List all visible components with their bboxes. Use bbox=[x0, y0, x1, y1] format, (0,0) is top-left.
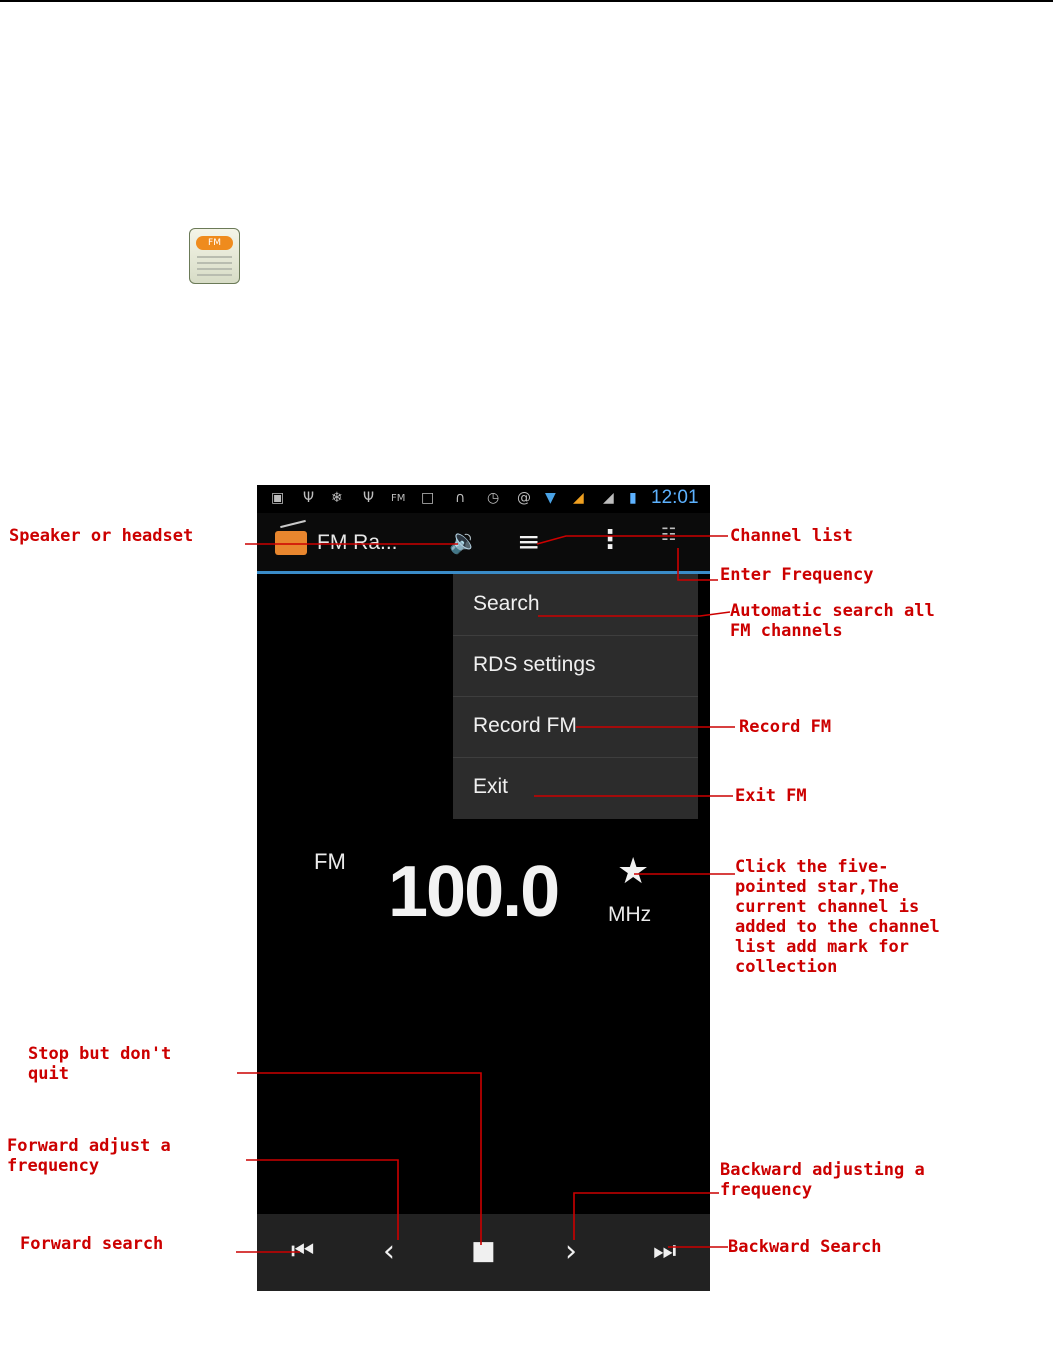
menu-item-label: Exit bbox=[473, 775, 509, 798]
app-icon-line bbox=[197, 256, 232, 258]
annotation-exit: Exit FM bbox=[735, 786, 807, 806]
headphones-icon: ∩ bbox=[455, 490, 466, 506]
wifi-icon: ▼ bbox=[545, 490, 556, 506]
menu-item-record-fm[interactable] bbox=[453, 696, 698, 758]
annotation-forward-search: Forward search bbox=[20, 1234, 164, 1254]
status-bar bbox=[257, 485, 710, 513]
notification-icon: ▣ bbox=[271, 490, 285, 506]
app-icon-label: FM bbox=[196, 236, 233, 250]
fm-status-icon: FM bbox=[391, 493, 406, 504]
menu-item-label: RDS settings bbox=[473, 653, 596, 676]
control-bar bbox=[257, 1214, 710, 1291]
app-icon-line bbox=[197, 274, 232, 276]
menu-item-exit[interactable] bbox=[453, 757, 698, 818]
menu-item-label: Record FM bbox=[473, 714, 577, 737]
sim-icon: □ bbox=[421, 490, 435, 506]
menu-item-label: Search bbox=[473, 592, 540, 615]
band-label: FM bbox=[314, 849, 346, 874]
android-debug-icon: ❄ bbox=[331, 490, 343, 506]
app-icon-line bbox=[197, 262, 232, 264]
menu-item-rds-settings[interactable] bbox=[453, 635, 698, 697]
annotation-backward-adjust: Backward adjusting a frequency bbox=[720, 1160, 925, 1200]
signal-icon: ◢ bbox=[603, 490, 614, 506]
star-icon[interactable]: ★ bbox=[617, 851, 650, 892]
fm-radio-app-icon[interactable] bbox=[189, 228, 240, 284]
battery-icon: ▮ bbox=[629, 490, 637, 506]
overflow-menu bbox=[453, 574, 698, 819]
annotation-star: Click the five- pointed star,The current channel is added to the channel list add mark for collection bbox=[735, 857, 940, 977]
sync-icon: @ bbox=[517, 490, 531, 506]
usb-icon: Ψ bbox=[363, 490, 375, 506]
skip-back-icon[interactable]: ⏮ bbox=[291, 1236, 315, 1266]
annotation-forward-adjust: Forward adjust a frequency bbox=[7, 1136, 171, 1176]
enter-frequency-icon[interactable]: ☷ bbox=[661, 525, 677, 545]
frequency-display: 100.0 bbox=[388, 852, 559, 932]
skip-forward-icon[interactable]: ⏭ bbox=[653, 1236, 677, 1266]
annotation-backward-search: Backward Search bbox=[728, 1237, 882, 1257]
signal-icon: ◢ bbox=[573, 490, 584, 506]
annotation-enter-frequency: Enter Frequency bbox=[720, 565, 874, 585]
annotation-stop: Stop but don't quit bbox=[28, 1044, 172, 1084]
speaker-icon[interactable]: 🔉 bbox=[449, 527, 479, 555]
top-rule bbox=[0, 0, 1053, 2]
usb-icon: Ψ bbox=[303, 490, 315, 506]
app-icon-line bbox=[197, 268, 232, 270]
annotation-record: Record FM bbox=[739, 717, 832, 737]
status-clock: 12:01 bbox=[651, 487, 699, 508]
menu-item-search[interactable] bbox=[453, 574, 698, 636]
radio-app-icon bbox=[275, 531, 307, 555]
stop-icon[interactable]: ■ bbox=[471, 1236, 496, 1266]
annotation-auto-search: Automatic search all FM channels bbox=[730, 601, 935, 641]
annotation-speaker: Speaker or headset bbox=[9, 526, 194, 546]
annotation-channel-list: Channel list bbox=[730, 526, 853, 546]
chevron-right-icon[interactable]: › bbox=[565, 1234, 577, 1269]
chevron-left-icon[interactable]: ‹ bbox=[383, 1234, 395, 1269]
frequency-unit: MHz bbox=[608, 903, 652, 926]
alarm-icon: ◷ bbox=[487, 490, 500, 506]
phone-screen bbox=[257, 485, 710, 1291]
overflow-menu-icon[interactable]: ⋮ bbox=[597, 525, 623, 555]
app-title: FM Ra... bbox=[317, 531, 398, 554]
channel-list-icon[interactable]: ≡ bbox=[517, 525, 541, 558]
